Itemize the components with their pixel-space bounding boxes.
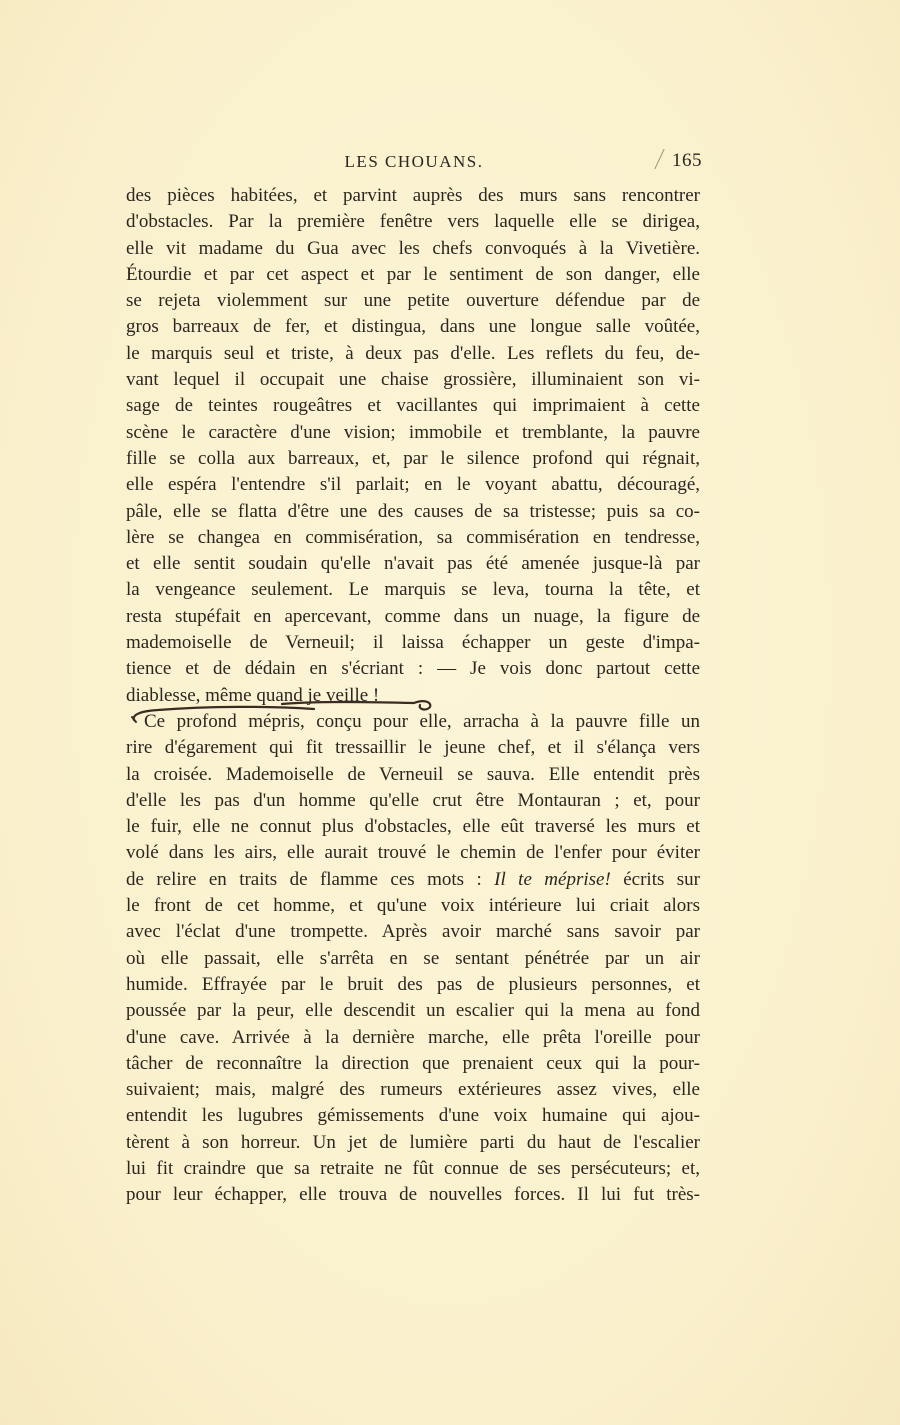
text-line: pâle, elle se flatta d'être une des causes de sa tristesse; puis sa co- — [126, 500, 700, 522]
text-line: d'elle les pas d'un homme qu'elle crut être Montauran ; et, pour — [126, 789, 700, 811]
text-line: se rejeta violemment sur une petite ouverture défendue par de — [126, 290, 700, 312]
text-line: tèrent à son horreur. Un jet de lumière parti du haut de l'escalier — [126, 1131, 700, 1153]
text-line: le marquis seul et triste, à deux pas d'elle. Les reflets du feu, de- — [126, 342, 700, 364]
text-line: scène le caractère d'une vision; immobile et tremblante, la pauvre — [126, 421, 700, 443]
text-line: tâcher de reconnaître la direction que prenaient ceux qui la pour- — [126, 1052, 700, 1074]
text-line: le fuir, elle ne connut plus d'obstacles, elle eût traversé les murs et — [126, 816, 700, 838]
page-header — [126, 150, 702, 176]
text-line: resta stupéfait en apercevant, comme dans un nuage, la figure de — [126, 605, 700, 627]
text-line: la croisée. Mademoiselle de Verneuil se sauva. Elle entendit près — [126, 763, 700, 785]
text-line-paragraph-start: Ce profond mépris, conçu pour elle, arracha à la pauvre fille un — [144, 710, 700, 732]
text-line: la vengeance seulement. Le marquis se leva, tourna la tête, et — [126, 579, 700, 601]
text-line: elle vit madame du Gua avec les chefs convoqués à la Vivetière. — [126, 237, 700, 259]
text-line: des pièces habitées, et parvint auprès des murs sans rencontrer — [126, 185, 700, 206]
text-line: où elle passait, elle s'arrêta en se sentant pénétrée par un air — [126, 947, 700, 969]
text-line: humide. Effrayée par le bruit des pas de plusieurs personnes, et — [126, 973, 700, 995]
text-line: sage de teintes rougeâtres et vacillantes qui imprimaient à cette — [126, 395, 700, 417]
text-line: vant lequel il occupait une chaise grossière, illuminaient son vi- — [126, 369, 700, 391]
text-line: mademoiselle de Verneuil; il laissa échapper un geste d'impa- — [126, 632, 700, 654]
text-line: elle espéra l'entendre s'il parlait; en le voyant abattu, découragé, — [126, 474, 700, 496]
text-line: d'obstacles. Par la première fenêtre vers laquelle elle se dirigea, — [126, 211, 700, 233]
text-line: volé dans les airs, elle aurait trouvé le chemin de l'enfer pour éviter — [126, 842, 700, 864]
body-text — [126, 183, 700, 1209]
text-line: gros barreaux de fer, et distingua, dans une longue salle voûtée, — [126, 316, 700, 338]
text-line: lui fit craindre que sa retraite ne fût connue de ses persécuteurs; et, — [126, 1157, 700, 1179]
running-title: LES CHOUANS. — [344, 152, 484, 171]
text-segment: écrits sur — [623, 868, 701, 890]
text-line: fille se colla aux barreaux, et, par le silence profond qui régnait, — [126, 447, 700, 469]
page-number: 165 — [672, 150, 702, 171]
text-segment: de relire en traits de flamme ces mots : — [126, 868, 482, 890]
text-line: tience et de dédain en s'écriant : — Je vois donc partout cette — [126, 658, 700, 680]
text-line: et elle sentit soudain qu'elle n'avait pas été amenée jusque-là par — [126, 553, 700, 575]
text-line: entendit les lugubres gémissements d'une voix humaine qui ajou- — [126, 1105, 700, 1127]
text-line: le front de cet homme, et qu'une voix intérieure lui criait alors — [126, 895, 700, 917]
text-line-with-italic — [126, 867, 700, 893]
italic-quote: Il te méprise! — [494, 868, 611, 890]
text-line: rire d'égarement qui fit tressaillir le jeune chef, et il s'élança vers — [126, 737, 700, 759]
text-line: lère se changea en commisération, sa commisération en tendresse, — [126, 526, 700, 548]
text-line: pour leur échapper, elle trouva de nouvelles forces. Il lui fut très- — [126, 1184, 700, 1206]
text-line: avec l'éclat d'une trompette. Après avoir marché sans savoir par — [126, 921, 700, 943]
text-line: d'une cave. Arrivée à la dernière marche, elle prêta l'oreille pour — [126, 1026, 700, 1048]
text-line: poussée par la peur, elle descendit un escalier qui la mena au fond — [126, 1000, 700, 1022]
text-line: Étourdie et par cet aspect et par le sentiment de son danger, elle — [126, 263, 700, 285]
text-line-paragraph-end: diablesse, même quand je veille ! — [126, 684, 380, 706]
text-line: suivaient; mais, malgré des rumeurs extérieures assez vives, elle — [126, 1079, 700, 1101]
